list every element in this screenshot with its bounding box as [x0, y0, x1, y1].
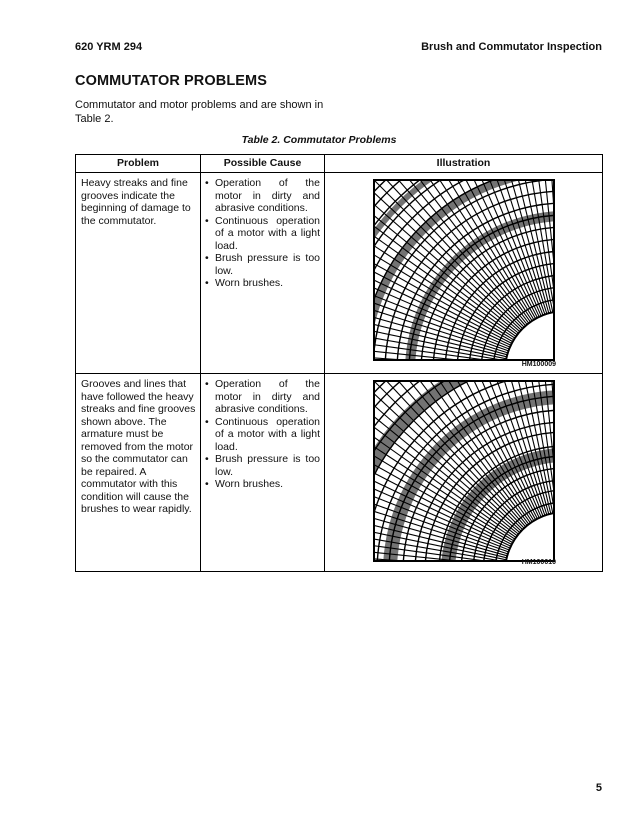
- cause-item: • Worn brushes.: [205, 478, 284, 490]
- illustration-cell: [325, 374, 603, 572]
- table-row: [76, 173, 603, 374]
- commutator-streaks-illustration: [373, 179, 555, 361]
- cause-item: • Continuous operation of a motor with a light load.: [205, 214, 320, 252]
- cause-cell: [201, 173, 325, 374]
- problem-cell: Heavy streaks and fine grooves indicate the beginning of damage to the commutator.: [76, 173, 201, 374]
- running-header-title: Brush and Commutator Inspection: [421, 41, 602, 53]
- table-header-row: [76, 155, 603, 173]
- column-header-cause: Possible Cause: [201, 155, 325, 173]
- document-code: 620 YRM 294: [75, 41, 143, 53]
- cause-list: [205, 378, 320, 491]
- page-number: 5: [595, 782, 602, 794]
- figure-code: HM100009: [521, 361, 556, 368]
- cause-item: • Operation of the motor in dirty and abrasive conditions.: [205, 378, 320, 415]
- cause-item: • Operation of the motor in dirty and abrasive conditions.: [205, 177, 320, 214]
- illustration-cell: [325, 173, 603, 374]
- commutator-problems-table: [75, 154, 603, 572]
- cause-item: • Brush pressure is too low.: [205, 252, 320, 277]
- column-header-illustration: Illustration: [325, 155, 603, 173]
- commutator-grooves-illustration: [373, 380, 555, 562]
- cause-cell: [201, 374, 325, 572]
- table-row: [76, 374, 603, 572]
- section-title: COMMUTATOR PROBLEMS: [75, 73, 267, 89]
- cause-item: • Continuous operation of a motor with a light load.: [205, 415, 320, 453]
- commutator-figure-svg: [373, 179, 555, 361]
- cause-item: • Brush pressure is too low.: [205, 453, 320, 478]
- cause-list: [205, 177, 320, 290]
- intro-paragraph: Commutator and motor problems and are shown in Table 2.: [75, 99, 324, 125]
- problem-cell: Grooves and lines that have followed the heavy streaks and fine grooves shown above. The armature must be removed from the motor so the commutator can be repaired. A commutator with this condition will cause the brushes to wear rapidly.: [76, 374, 201, 572]
- table-caption: Table 2. Commutator Problems: [241, 134, 397, 146]
- commutator-figure-svg: [373, 380, 555, 562]
- column-header-problem: Problem: [76, 155, 201, 173]
- figure-code: HM100010: [521, 559, 556, 566]
- cause-item: • Worn brushes.: [205, 277, 284, 289]
